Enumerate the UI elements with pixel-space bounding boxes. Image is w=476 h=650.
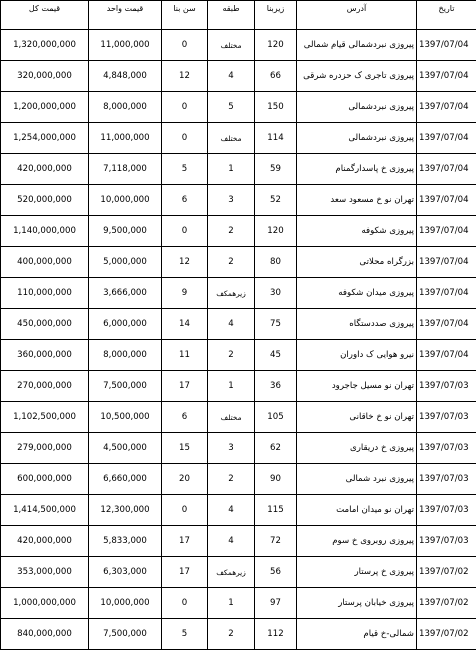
cell-area: 97	[255, 588, 297, 619]
cell-floor: 4	[208, 61, 255, 92]
cell-area: 80	[255, 247, 297, 278]
table-row	[1, 92, 476, 123]
cell-floor: 3	[208, 185, 255, 216]
cell-floor: 1	[208, 588, 255, 619]
cell-unit-price: 3,666,000	[89, 278, 162, 309]
table-row	[1, 464, 476, 495]
cell-unit-price: 10,000,000	[89, 588, 162, 619]
cell-total-price: 279,000,000	[1, 433, 89, 464]
cell-date: 1397/07/04	[417, 154, 476, 185]
table-row	[1, 588, 476, 619]
cell-building-age: 5	[162, 619, 208, 650]
table-row	[1, 526, 476, 557]
cell-total-price: 420,000,000	[1, 526, 89, 557]
cell-address: پیروزی نبردشمالی	[297, 92, 417, 123]
cell-building-age: 11	[162, 340, 208, 371]
table-row	[1, 371, 476, 402]
cell-date: 1397/07/04	[417, 216, 476, 247]
header-floor: طبقه	[208, 1, 255, 30]
cell-building-age: 20	[162, 464, 208, 495]
cell-total-price: 353,000,000	[1, 557, 89, 588]
cell-unit-price: 7,500,000	[89, 371, 162, 402]
cell-building-age: 12	[162, 61, 208, 92]
cell-address: تهران نو مسیل جاجرود	[297, 371, 417, 402]
cell-date: 1397/07/02	[417, 557, 476, 588]
table-row	[1, 30, 476, 61]
cell-total-price: 1,254,000,000	[1, 123, 89, 154]
cell-unit-price: 6,660,000	[89, 464, 162, 495]
cell-building-age: 0	[162, 92, 208, 123]
cell-building-age: 12	[162, 247, 208, 278]
cell-floor: 2	[208, 340, 255, 371]
cell-unit-price: 4,500,000	[89, 433, 162, 464]
cell-unit-price: 11,000,000	[89, 30, 162, 61]
cell-date: 1397/07/02	[417, 588, 476, 619]
table-row	[1, 619, 476, 650]
cell-date: 1397/07/03	[417, 371, 476, 402]
cell-unit-price: 9,500,000	[89, 216, 162, 247]
cell-date: 1397/07/04	[417, 185, 476, 216]
cell-building-age: 9	[162, 278, 208, 309]
cell-building-age: 17	[162, 557, 208, 588]
header-total-price: قیمت کل	[1, 1, 89, 30]
cell-floor: 4	[208, 309, 255, 340]
cell-unit-price: 6,303,000	[89, 557, 162, 588]
cell-address: پیروزی صددستگاه	[297, 309, 417, 340]
cell-total-price: 360,000,000	[1, 340, 89, 371]
cell-date: 1397/07/04	[417, 278, 476, 309]
cell-address: پیروزی خیابان پرستار	[297, 588, 417, 619]
header-row	[1, 1, 476, 30]
cell-area: 150	[255, 92, 297, 123]
cell-area: 75	[255, 309, 297, 340]
cell-date: 1397/07/04	[417, 247, 476, 278]
cell-date: 1397/07/03	[417, 433, 476, 464]
cell-floor: زیرهمکف	[208, 557, 255, 588]
cell-floor: مختلف	[208, 123, 255, 154]
cell-unit-price: 7,500,000	[89, 619, 162, 650]
cell-unit-price: 5,000,000	[89, 247, 162, 278]
cell-address: تهران نو خ خاقانی	[297, 402, 417, 433]
table-row	[1, 61, 476, 92]
cell-area: 114	[255, 123, 297, 154]
cell-unit-price: 5,833,000	[89, 526, 162, 557]
cell-total-price: 450,000,000	[1, 309, 89, 340]
cell-building-age: 0	[162, 123, 208, 154]
cell-unit-price: 10,500,000	[89, 402, 162, 433]
cell-area: 72	[255, 526, 297, 557]
cell-unit-price: 4,848,000	[89, 61, 162, 92]
cell-area: 90	[255, 464, 297, 495]
cell-address: پیروزی شکوفه	[297, 216, 417, 247]
table-row	[1, 402, 476, 433]
cell-floor: زیرهمکف	[208, 278, 255, 309]
cell-floor: مختلف	[208, 30, 255, 61]
cell-total-price: 1,200,000,000	[1, 92, 89, 123]
table-row	[1, 154, 476, 185]
cell-date: 1397/07/04	[417, 309, 476, 340]
cell-area: 120	[255, 30, 297, 61]
cell-total-price: 1,102,500,000	[1, 402, 89, 433]
cell-building-age: 17	[162, 371, 208, 402]
cell-total-price: 600,000,000	[1, 464, 89, 495]
cell-date: 1397/07/04	[417, 123, 476, 154]
header-unit-price: قیمت واحد	[89, 1, 162, 30]
header-building-age: سن بنا	[162, 1, 208, 30]
cell-date: 1397/07/04	[417, 340, 476, 371]
cell-address: پیروزی میدان شکوفه	[297, 278, 417, 309]
table-row	[1, 433, 476, 464]
cell-floor: 2	[208, 216, 255, 247]
cell-address: پیروزی خ دریقاری	[297, 433, 417, 464]
header-date: تاریخ	[417, 1, 476, 30]
cell-unit-price: 8,000,000	[89, 92, 162, 123]
cell-total-price: 270,000,000	[1, 371, 89, 402]
table-row	[1, 309, 476, 340]
table-row	[1, 278, 476, 309]
cell-floor: 2	[208, 247, 255, 278]
cell-address: پیروزی نبرد شمالی	[297, 464, 417, 495]
cell-total-price: 400,000,000	[1, 247, 89, 278]
cell-building-age: 6	[162, 185, 208, 216]
cell-building-age: 15	[162, 433, 208, 464]
table-row	[1, 247, 476, 278]
cell-total-price: 520,000,000	[1, 185, 89, 216]
cell-building-age: 14	[162, 309, 208, 340]
cell-total-price: 1,140,000,000	[1, 216, 89, 247]
cell-date: 1397/07/02	[417, 619, 476, 650]
cell-unit-price: 7,118,000	[89, 154, 162, 185]
cell-date: 1397/07/03	[417, 464, 476, 495]
cell-total-price: 110,000,000	[1, 278, 89, 309]
cell-floor: 2	[208, 464, 255, 495]
cell-date: 1397/07/04	[417, 61, 476, 92]
cell-address: پیروزی روبروی خ سوم	[297, 526, 417, 557]
cell-floor: 3	[208, 433, 255, 464]
cell-building-age: 6	[162, 402, 208, 433]
cell-floor: 1	[208, 154, 255, 185]
cell-unit-price: 8,000,000	[89, 340, 162, 371]
table-row	[1, 123, 476, 154]
listing-body	[1, 30, 476, 650]
header-area: زیربنا	[255, 1, 297, 30]
cell-area: 36	[255, 371, 297, 402]
cell-building-age: 0	[162, 495, 208, 526]
cell-building-age: 0	[162, 588, 208, 619]
cell-date: 1397/07/03	[417, 526, 476, 557]
cell-address: شمالی-خ قیام	[297, 619, 417, 650]
cell-area: 30	[255, 278, 297, 309]
table-row	[1, 185, 476, 216]
cell-unit-price: 11,000,000	[89, 123, 162, 154]
cell-area: 56	[255, 557, 297, 588]
cell-total-price: 1,414,500,000	[1, 495, 89, 526]
cell-area: 45	[255, 340, 297, 371]
table-row	[1, 495, 476, 526]
cell-address: پیروزی تاجری ک حزدره شرقی	[297, 61, 417, 92]
cell-area: 105	[255, 402, 297, 433]
cell-building-age: 5	[162, 154, 208, 185]
cell-date: 1397/07/03	[417, 495, 476, 526]
table-row	[1, 557, 476, 588]
cell-floor: 2	[208, 619, 255, 650]
cell-total-price: 320,000,000	[1, 61, 89, 92]
cell-floor: 4	[208, 526, 255, 557]
cell-address: بزرگراه محلاتی	[297, 247, 417, 278]
cell-floor: 1	[208, 371, 255, 402]
cell-address: پیروزی خ پرستار	[297, 557, 417, 588]
cell-address: پیروزی خ پاسدارگمنام	[297, 154, 417, 185]
cell-unit-price: 12,300,000	[89, 495, 162, 526]
cell-area: 115	[255, 495, 297, 526]
cell-unit-price: 10,000,000	[89, 185, 162, 216]
cell-floor: 4	[208, 495, 255, 526]
header-address: آدرس	[297, 1, 417, 30]
cell-area: 112	[255, 619, 297, 650]
cell-date: 1397/07/04	[417, 30, 476, 61]
cell-area: 120	[255, 216, 297, 247]
cell-total-price: 1,320,000,000	[1, 30, 89, 61]
cell-unit-price: 6,000,000	[89, 309, 162, 340]
cell-address: تهران نو خ مسعود سعد	[297, 185, 417, 216]
cell-area: 52	[255, 185, 297, 216]
cell-floor: 5	[208, 92, 255, 123]
cell-address: تهران نو میدان امامت	[297, 495, 417, 526]
cell-area: 62	[255, 433, 297, 464]
cell-building-age: 0	[162, 216, 208, 247]
cell-total-price: 420,000,000	[1, 154, 89, 185]
cell-date: 1397/07/04	[417, 92, 476, 123]
cell-total-price: 1,000,000,000	[1, 588, 89, 619]
cell-building-age: 17	[162, 526, 208, 557]
table-row	[1, 216, 476, 247]
cell-address: نیرو هوایی ک داوران	[297, 340, 417, 371]
cell-address: پیروزی نبردشمالی	[297, 123, 417, 154]
cell-date: 1397/07/03	[417, 402, 476, 433]
cell-floor: مختلف	[208, 402, 255, 433]
cell-area: 66	[255, 61, 297, 92]
cell-area: 59	[255, 154, 297, 185]
cell-address: پیروزی نبردشمالی قیام شمالی	[297, 30, 417, 61]
table-row	[1, 340, 476, 371]
cell-total-price: 840,000,000	[1, 619, 89, 650]
cell-building-age: 0	[162, 30, 208, 61]
